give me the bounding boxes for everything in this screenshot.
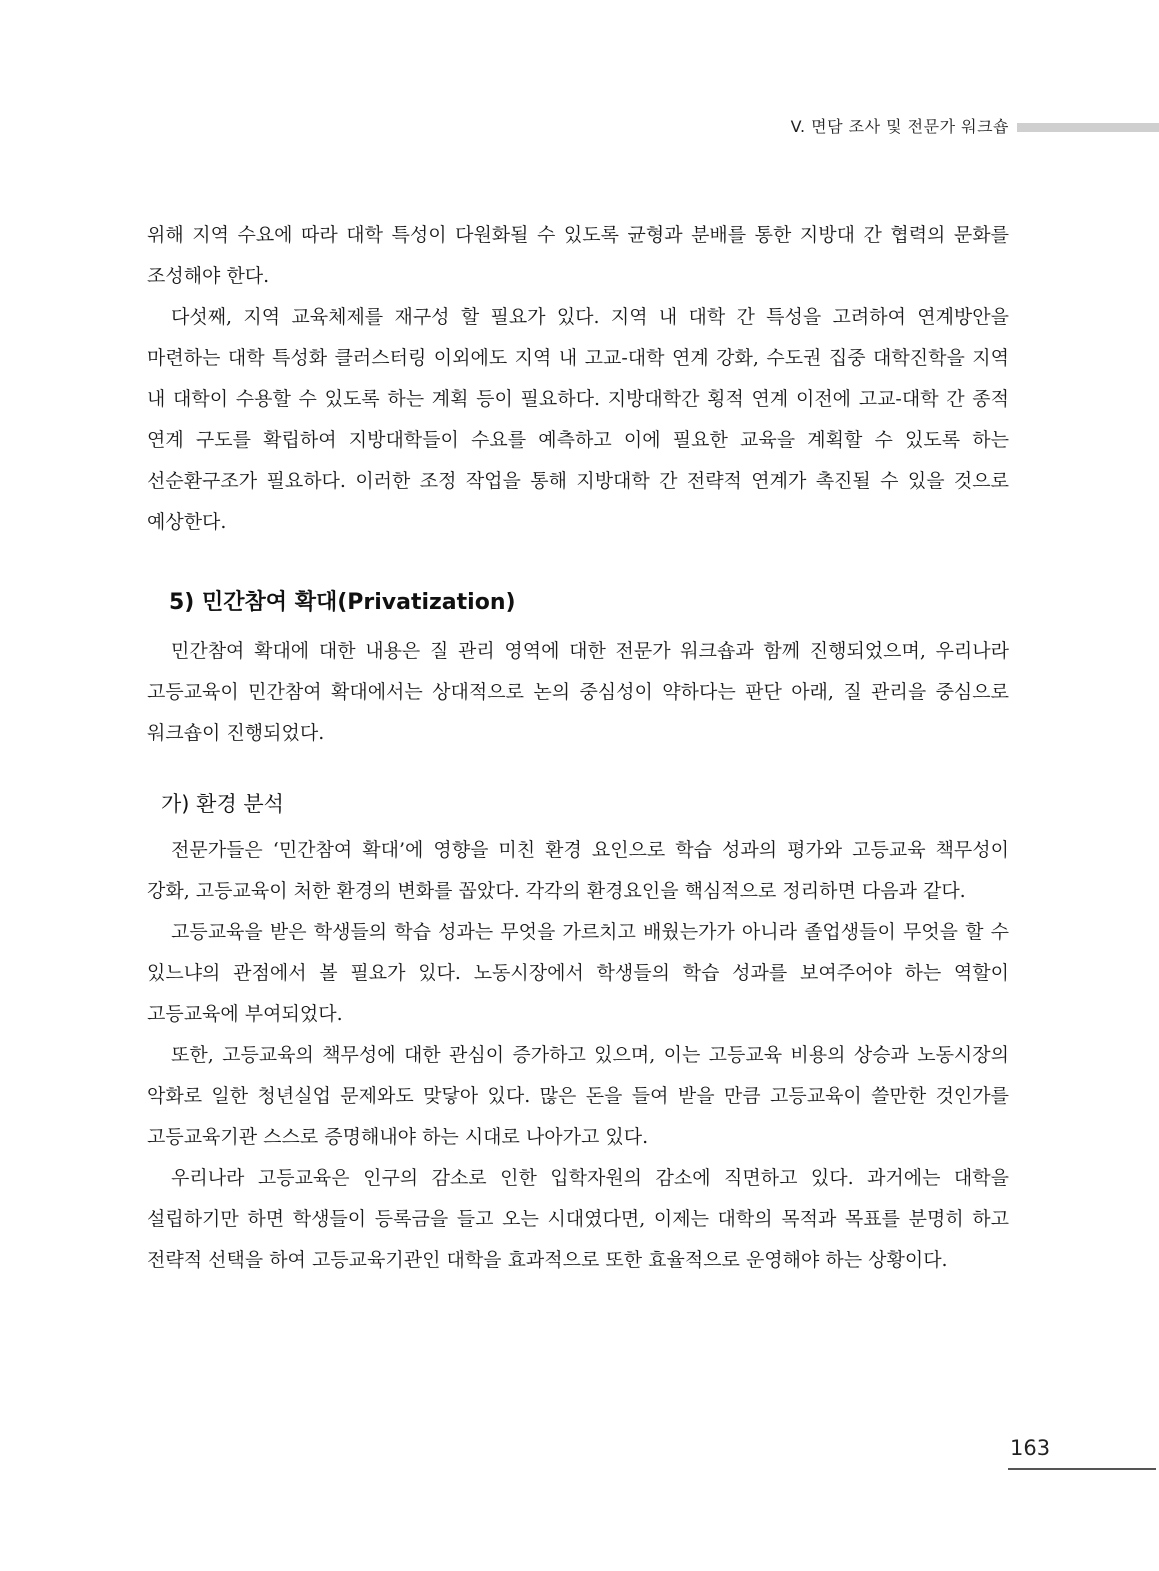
page-content (147, 215, 1009, 1281)
section-heading: 5) 민간참여 확대(Privatization) (169, 590, 516, 615)
running-header: V. 면담 조사 및 전문가 워크숍 (790, 117, 1009, 136)
paragraph: 다섯째, 지역 교육체제를 재구성 할 필요가 있다. 지역 내 대학 간 특성을 고려하여 연계방안을 마련하는 대학 특성화 클러스터링 이외에도 지역 내 고교-대학 연계 강화, 수도권 집중 대학진학을 지역 내 대학이 수용할 수 있도록 하는 계획 등이 필요하다. 지방대학간 횡적 연계 이전에 고교-대학 간 종적 연계 구도를 확립하여 지방대학들이 수요를 예측하고 이에 필요한 교육을 계획할 수 있도록 하는 선순환구조가 필요하다. 이러한 조정 작업을 통해 지방대학 간 전략적 연계가 촉진될 수 있을 것으로 예상한다. (147, 306, 1009, 533)
subsection-heading: 가) 환경 분석 (161, 792, 284, 816)
paragraph: 민간참여 확대에 대한 내용은 질 관리 영역에 대한 전문가 워크숍과 함께 진행되었으며, 우리나라 고등교육이 민간참여 확대에서는 상대적으로 논의 중심성이 약하다는 판단 아래, 질 관리을 중심으로 워크숍이 진행되었다. (147, 640, 1009, 744)
paragraph: 고등교육을 받은 학생들의 학습 성과는 무엇을 가르치고 배웠는가가 아니라 졸업생들이 무엇을 할 수 있느냐의 관점에서 볼 필요가 있다. 노동시장에서 학생들의 학습 성과를 보여주어야 하는 역할이 고등교육에 부여되었다. (147, 921, 1009, 1025)
paragraph: 위해 지역 수요에 따라 대학 특성이 다원화될 수 있도록 균형과 분배를 통한 지방대 간 협력의 문화를 조성해야 한다. (147, 224, 1009, 287)
page-number: 163 (1010, 1436, 1051, 1460)
paragraph: 또한, 고등교육의 책무성에 대한 관심이 증가하고 있으며, 이는 고등교육 비용의 상승과 노동시장의 악화로 일한 청년실업 문제와도 맞닿아 있다. 많은 돈을 들여 받을 만큼 고등교육이 쓸만한 것인가를 고등교육기관 스스로 증명해내야 하는 시대로 나아가고 있다. (147, 1044, 1009, 1148)
header-bar (1017, 123, 1159, 132)
paragraph: 전문가들은 ‘민간참여 확대’에 영향을 미친 환경 요인으로 학습 성과의 평가와 고등교육 책무성이 강화, 고등교육이 처한 환경의 변화를 꼽았다. 각각의 환경요인을 핵심적으로 정리하면 다음과 같다. (147, 839, 1009, 902)
paragraph: 우리나라 고등교육은 인구의 감소로 인한 입학자원의 감소에 직면하고 있다. 과거에는 대학을 설립하기만 하면 학생들이 등록금을 들고 오는 시대였다면, 이제는 대학의 목적과 목표를 분명히 하고 전략적 선택을 하여 고등교육기관인 대학을 효과적으로 또한 효율적으로 운영해야 하는 상황이다. (147, 1167, 1009, 1271)
footer-rule (1008, 1468, 1156, 1470)
